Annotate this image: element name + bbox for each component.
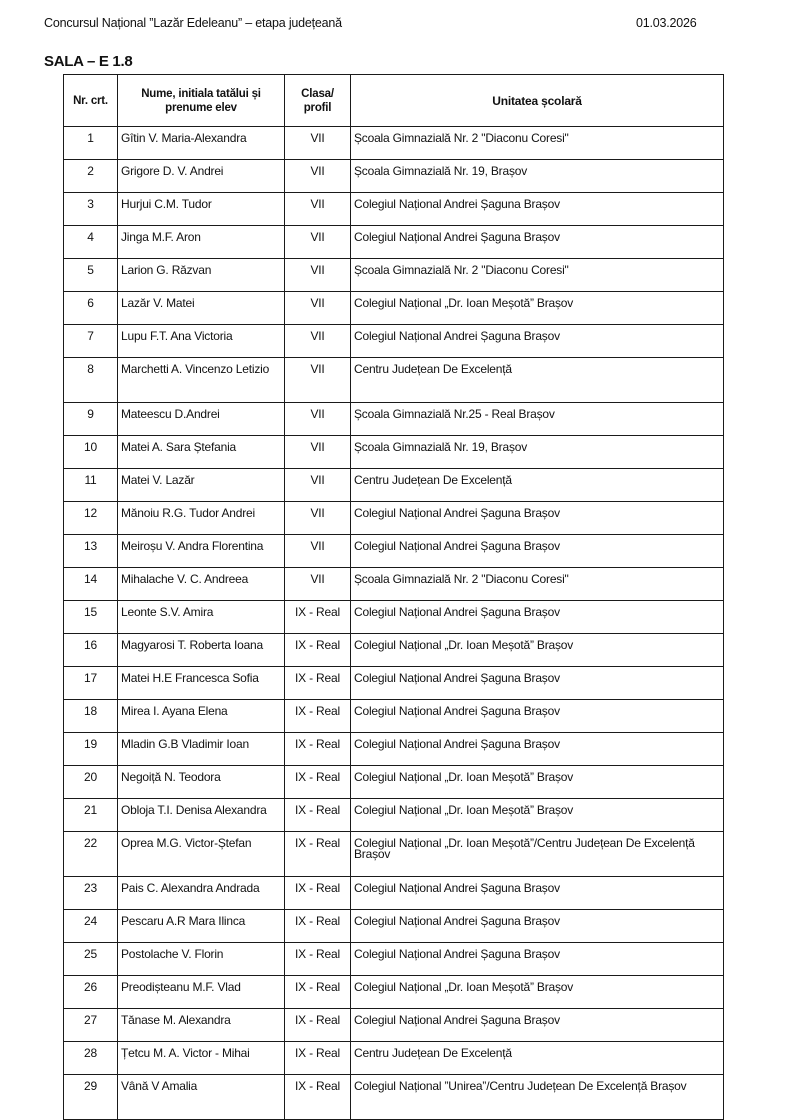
school-unit: Colegiul Național Andrei Șaguna Brașov: [351, 667, 724, 700]
row-number: 1: [64, 127, 118, 160]
school-unit: Școala Gimnazială Nr. 19, Brașov: [351, 436, 724, 469]
class-profile: IX - Real: [285, 766, 351, 799]
table-row: [64, 325, 724, 358]
table-row: [64, 502, 724, 535]
table-row: [64, 226, 724, 259]
student-name: Țetcu M. A. Victor - Mihai: [118, 1042, 285, 1075]
school-unit: Colegiul Național ”Unirea”/Centru Județean De Excelență Brașov: [351, 1075, 724, 1120]
row-number: 14: [64, 568, 118, 601]
class-profile: VII: [285, 226, 351, 259]
school-unit: Colegiul Național „Dr. Ioan Meșotă” Brașov: [351, 799, 724, 832]
school-unit: Colegiul Național „Dr. Ioan Meșotă” Brașov: [351, 976, 724, 1009]
table-row: [64, 943, 724, 976]
row-number: 29: [64, 1075, 118, 1120]
class-profile: VII: [285, 259, 351, 292]
student-name: Mănoiu R.G. Tudor Andrei: [118, 502, 285, 535]
class-profile: VII: [285, 469, 351, 502]
row-number: 7: [64, 325, 118, 358]
row-number: 2: [64, 160, 118, 193]
student-name: Negoiță N. Teodora: [118, 766, 285, 799]
row-number: 15: [64, 601, 118, 634]
column-header-name: Nume, initiala tatălui și prenume elev: [118, 75, 285, 127]
student-name: Hurjui C.M. Tudor: [118, 193, 285, 226]
table-header-row: [64, 75, 724, 127]
class-profile: IX - Real: [285, 832, 351, 877]
class-profile: VII: [285, 193, 351, 226]
table-row: [64, 877, 724, 910]
row-number: 20: [64, 766, 118, 799]
row-number: 17: [64, 667, 118, 700]
class-profile: VII: [285, 292, 351, 325]
class-profile: IX - Real: [285, 634, 351, 667]
school-unit: Colegiul Național Andrei Șaguna Brașov: [351, 733, 724, 766]
row-number: 26: [64, 976, 118, 1009]
school-unit: Centru Județean De Excelență: [351, 469, 724, 502]
class-profile: VII: [285, 127, 351, 160]
table-row: [64, 733, 724, 766]
school-unit: Colegiul Național Andrei Șaguna Brașov: [351, 877, 724, 910]
student-name: Pescaru A.R Mara Ilinca: [118, 910, 285, 943]
class-profile: IX - Real: [285, 1042, 351, 1075]
table-row: [64, 1042, 724, 1075]
school-unit: Centru Județean De Excelență: [351, 1042, 724, 1075]
student-name: Mihalache V. C. Andreea: [118, 568, 285, 601]
table-row: [64, 1009, 724, 1042]
class-profile: IX - Real: [285, 733, 351, 766]
class-profile: VII: [285, 436, 351, 469]
class-profile: VII: [285, 403, 351, 436]
school-unit: Colegiul Național Andrei Șaguna Brașov: [351, 535, 724, 568]
student-name: Pais C. Alexandra Andrada: [118, 877, 285, 910]
school-unit: Colegiul Național Andrei Șaguna Brașov: [351, 1009, 724, 1042]
table-row: [64, 535, 724, 568]
class-profile: IX - Real: [285, 976, 351, 1009]
table-row: [64, 160, 724, 193]
student-name: Jinga M.F. Aron: [118, 226, 285, 259]
class-profile: VII: [285, 358, 351, 403]
class-profile: IX - Real: [285, 799, 351, 832]
school-unit: Școala Gimnazială Nr. 2 "Diaconu Coresi": [351, 568, 724, 601]
school-unit: Colegiul Național Andrei Șaguna Brașov: [351, 601, 724, 634]
school-unit: Colegiul Național „Dr. Ioan Meșotă”/Centru Județean De Excelență Brașov: [351, 832, 724, 877]
school-unit: Colegiul Național Andrei Șaguna Brașov: [351, 943, 724, 976]
student-name: Leonte S.V. Amira: [118, 601, 285, 634]
column-header-class: Clasa/ profil: [285, 75, 351, 127]
table-row: [64, 403, 724, 436]
student-name: Meiroșu V. Andra Florentina: [118, 535, 285, 568]
document-title: Concursul Național ”Lazăr Edeleanu” – etapa județeană: [44, 16, 342, 30]
student-name: Grigore D. V. Andrei: [118, 160, 285, 193]
table-row: [64, 667, 724, 700]
student-name: Magyarosi T. Roberta Ioana: [118, 634, 285, 667]
table-row: [64, 358, 724, 403]
student-name: Mladin G.B Vladimir Ioan: [118, 733, 285, 766]
table-row: [64, 127, 724, 160]
class-profile: VII: [285, 502, 351, 535]
students-table: [63, 74, 724, 1120]
class-profile: IX - Real: [285, 910, 351, 943]
row-number: 24: [64, 910, 118, 943]
school-unit: Colegiul Național „Dr. Ioan Meșotă” Brașov: [351, 292, 724, 325]
school-unit: Școala Gimnazială Nr.25 - Real Brașov: [351, 403, 724, 436]
row-number: 3: [64, 193, 118, 226]
class-profile: VII: [285, 535, 351, 568]
school-unit: Colegiul Național Andrei Șaguna Brașov: [351, 910, 724, 943]
table-row: [64, 469, 724, 502]
row-number: 8: [64, 358, 118, 403]
student-name: Matei V. Lazăr: [118, 469, 285, 502]
row-number: 11: [64, 469, 118, 502]
table-row: [64, 601, 724, 634]
row-number: 22: [64, 832, 118, 877]
row-number: 27: [64, 1009, 118, 1042]
class-profile: IX - Real: [285, 1009, 351, 1042]
class-profile: IX - Real: [285, 1075, 351, 1120]
school-unit: Colegiul Național Andrei Șaguna Brașov: [351, 700, 724, 733]
class-profile: VII: [285, 568, 351, 601]
school-unit: Colegiul Național Andrei Șaguna Brașov: [351, 502, 724, 535]
student-name: Obloja T.I. Denisa Alexandra: [118, 799, 285, 832]
student-name: Tănase M. Alexandra: [118, 1009, 285, 1042]
row-number: 18: [64, 700, 118, 733]
table-row: [64, 634, 724, 667]
column-header-nr: Nr. crt.: [64, 75, 118, 127]
document-date: 01.03.2026: [636, 16, 697, 30]
table-row: [64, 799, 724, 832]
table-row: [64, 292, 724, 325]
table-row: [64, 766, 724, 799]
row-number: 9: [64, 403, 118, 436]
table-row: [64, 1075, 724, 1120]
school-unit: Colegiul Național Andrei Șaguna Brașov: [351, 226, 724, 259]
class-profile: IX - Real: [285, 667, 351, 700]
row-number: 28: [64, 1042, 118, 1075]
table-row: [64, 193, 724, 226]
class-profile: IX - Real: [285, 601, 351, 634]
table-row: [64, 568, 724, 601]
row-number: 4: [64, 226, 118, 259]
school-unit: Școala Gimnazială Nr. 19, Brașov: [351, 160, 724, 193]
student-name: Oprea M.G. Victor-Ștefan: [118, 832, 285, 877]
student-name: Marchetti A. Vincenzo Letizio: [118, 358, 285, 403]
school-unit: Colegiul Național „Dr. Ioan Meșotă” Brașov: [351, 766, 724, 799]
student-name: Lazăr V. Matei: [118, 292, 285, 325]
row-number: 25: [64, 943, 118, 976]
student-name: Lupu F.T. Ana Victoria: [118, 325, 285, 358]
table-row: [64, 259, 724, 292]
table-row: [64, 832, 724, 877]
school-unit: Colegiul Național „Dr. Ioan Meșotă” Brașov: [351, 634, 724, 667]
student-name: Preodișteanu M.F. Vlad: [118, 976, 285, 1009]
row-number: 5: [64, 259, 118, 292]
row-number: 6: [64, 292, 118, 325]
row-number: 12: [64, 502, 118, 535]
student-name: Larion G. Răzvan: [118, 259, 285, 292]
table-row: [64, 436, 724, 469]
student-name: Gîtin V. Maria-Alexandra: [118, 127, 285, 160]
student-name: Mateescu D.Andrei: [118, 403, 285, 436]
school-unit: Școala Gimnazială Nr. 2 "Diaconu Coresi": [351, 259, 724, 292]
school-unit: Colegiul Național Andrei Șaguna Brașov: [351, 325, 724, 358]
column-header-school: Unitatea școlară: [351, 75, 724, 127]
school-unit: Colegiul Național Andrei Șaguna Brașov: [351, 193, 724, 226]
row-number: 16: [64, 634, 118, 667]
student-name: Postolache V. Florin: [118, 943, 285, 976]
class-profile: IX - Real: [285, 877, 351, 910]
class-profile: IX - Real: [285, 943, 351, 976]
student-name: Mirea I. Ayana Elena: [118, 700, 285, 733]
student-name: Matei H.E Francesca Sofia: [118, 667, 285, 700]
class-profile: VII: [285, 160, 351, 193]
school-unit: Școala Gimnazială Nr. 2 "Diaconu Coresi": [351, 127, 724, 160]
room-heading: SALA – E 1.8: [44, 53, 133, 70]
class-profile: VII: [285, 325, 351, 358]
table-row: [64, 700, 724, 733]
table-row: [64, 910, 724, 943]
row-number: 19: [64, 733, 118, 766]
row-number: 21: [64, 799, 118, 832]
row-number: 10: [64, 436, 118, 469]
student-name: Vână V Amalia: [118, 1075, 285, 1120]
row-number: 13: [64, 535, 118, 568]
student-name: Matei A. Sara Ștefania: [118, 436, 285, 469]
school-unit: Centru Județean De Excelență: [351, 358, 724, 403]
row-number: 23: [64, 877, 118, 910]
table-row: [64, 976, 724, 1009]
class-profile: IX - Real: [285, 700, 351, 733]
